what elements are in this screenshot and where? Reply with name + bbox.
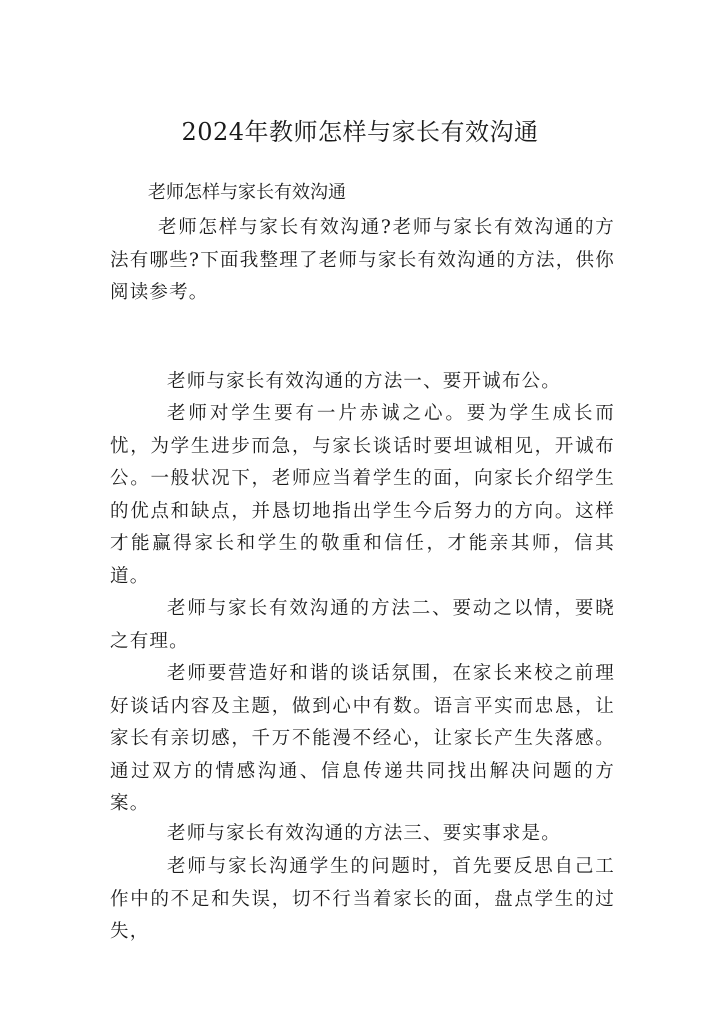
method-one-heading: 老师与家长有效沟通的方法一、要开诚布公。 <box>167 371 562 392</box>
method-one-paragraph: 老师对学生要有一片赤诚之心。要为学生成长而忧，为学生进步而急，与家长谈话时要坦诚相见，开诚布公。一般状况下，老师应当着学生的面，向家长介绍学生的优点和缺点，并恳切地指出学生今后努力的方向。这样才能赢得家长和学生的敬重和信任，才能亲其师，信其道。 <box>110 403 615 587</box>
document-subtitle: 老师怎样与家长有效沟通 <box>148 182 346 203</box>
method-three-paragraph: 老师与家长沟通学生的问题时，首先要反思自己工作中的不足和失误，切不行当着家长的面，盘点学生的过失， <box>110 856 615 942</box>
document-title: 2024年教师怎样与家长有效沟通 <box>181 118 539 146</box>
method-two-paragraph: 老师要营造好和谐的谈话氛围，在家长来校之前理好谈话内容及主题，做到心中有数。语言平实而忠恳，让家长有亲切感，千万不能漫不经心，让家长产生失落感。通过双方的情感沟通、信息传递共同找出解决问题的方案。 <box>110 663 615 814</box>
method-three-heading: 老师与家长有效沟通的方法三、要实事求是。 <box>167 823 562 844</box>
intro-paragraph: 老师怎样与家长有效沟通?老师与家长有效沟通的方法有哪些?下面我整理了老师与家长有效沟通的方法，供你阅读参考。 <box>110 217 615 303</box>
method-two-heading: 老师与家长有效沟通的方法二、要动之以情，要晓之有理。 <box>110 598 615 652</box>
